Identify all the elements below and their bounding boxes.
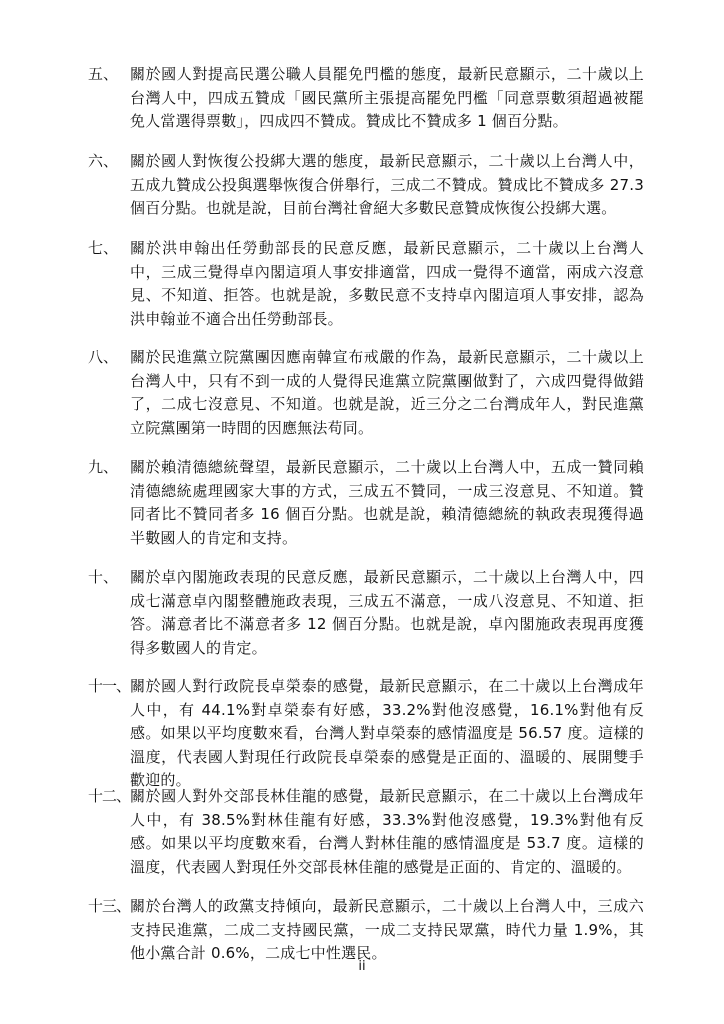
item-text: 關於卓內閣施政表現的民意反應，最新民意顯示，二十歲以上台灣人中，四成七滿意卓內閣整體施政表現，三成五不滿意，一成八沒意見、不知道、拒答。滿意者比不滿意者多 12 個百分點。也就是說，卓內閣施政表現再度獲得多數國人的肯定。 (130, 568, 644, 657)
item-text: 關於國人對提高民選公職人員罷免門檻的態度，最新民意顯示，二十歲以上台灣人中，四成五贊成「國民黨所主張提高罷免門檻「同意票數須超過被罷免人當選得票數」，四成四不贊成。贊成比不贊成多 1 個百分點。 (130, 65, 644, 130)
item-text: 關於國人對外交部長林佳龍的感覺，最新民意顯示，在二十歲以上台灣成年人中，有 38.5%對林佳龍有好感，33.3%對他沒感覺，19.3%對他有反感。如果以平均度數來看，台灣人對林佳龍的感情溫度是 53.7 度。這樣的溫度，代表國人對現任外交部長林佳龍的感覺是正面的、肯定的、溫暖的。 (130, 787, 644, 876)
item-text: 關於民進黨立院黨團因應南韓宣布戒嚴的作為，最新民意顯示，二十歲以上台灣人中，只有不到一成的人覺得民進黨立院黨團做對了，六成四覺得做錯了，二成七沒意見、不知道。也就是說，近三分之二台灣成年人，對民進黨立院黨團第一時間的因應無法苟同。 (130, 348, 644, 437)
list-item-5 (88, 63, 644, 134)
item-text: 關於國人對恢復公投綁大選的態度，最新民意顯示，二十歲以上台灣人中，五成九贊成公投與選舉恢復合併舉行，三成二不贊成。贊成比不贊成多 27.3 個百分點。也就是說，目前台灣社會絕大多數民意贊成恢復公投綁大選。 (130, 152, 644, 217)
item-number: 六、 (88, 152, 119, 170)
list-item-10 (88, 566, 644, 660)
list-item-8 (88, 346, 644, 440)
list-item-13 (88, 895, 644, 966)
list-item-11 (88, 675, 644, 793)
item-number: 八、 (88, 348, 119, 366)
item-number: 十二、 (88, 787, 131, 805)
list-item-12 (88, 785, 644, 879)
item-number: 十一、 (88, 677, 131, 695)
item-text: 關於國人對行政院長卓榮泰的感覺，最新民意顯示，在二十歲以上台灣成年人中，有 44.1%對卓榮泰有好感，33.2%對他沒感覺，16.1%對他有反感。如果以平均度數來看，台灣人對卓榮泰的感情溫度是 56.57 度。這樣的溫度，代表國人對現任行政院長卓榮泰的感覺是正面的、溫暖的、展開雙手歡迎的。 (130, 677, 644, 789)
list-item-9 (88, 456, 644, 550)
list-item-7 (88, 237, 644, 331)
item-text: 關於洪申翰出任勞動部長的民意反應，最新民意顯示，二十歲以上台灣人中，三成三覺得卓內閣這項人事安排適當，四成一覺得不適當，兩成六沒意見、不知道、拒答。也就是說，多數民意不支持卓內閣這項人事安排，認為洪申翰並不適合出任勞動部長。 (130, 239, 644, 328)
item-number: 十三、 (88, 897, 131, 915)
item-number: 五、 (88, 65, 119, 83)
list-item-6 (88, 150, 644, 221)
item-number: 七、 (88, 239, 119, 257)
item-number: 九、 (88, 458, 119, 476)
item-text: 關於台灣人的政黨支持傾向，最新民意顯示，二十歲以上台灣人中，三成六支持民進黨，二成二支持國民黨，一成二支持民眾黨，時代力量 1.9%，其他小黨合計 0.6%，二成七中性選民。 (130, 897, 644, 962)
item-number: 十、 (88, 568, 119, 586)
item-text: 關於賴清德總統聲望，最新民意顯示，二十歲以上台灣人中，五成一贊同賴清德總統處理國家大事的方式，三成五不贊同，一成三沒意見、不知道。贊同者比不贊同者多 16 個百分點。也就是說，賴清德總統的執政表現獲得過半數國人的肯定和支持。 (130, 458, 644, 547)
page-number: ii (358, 959, 366, 974)
